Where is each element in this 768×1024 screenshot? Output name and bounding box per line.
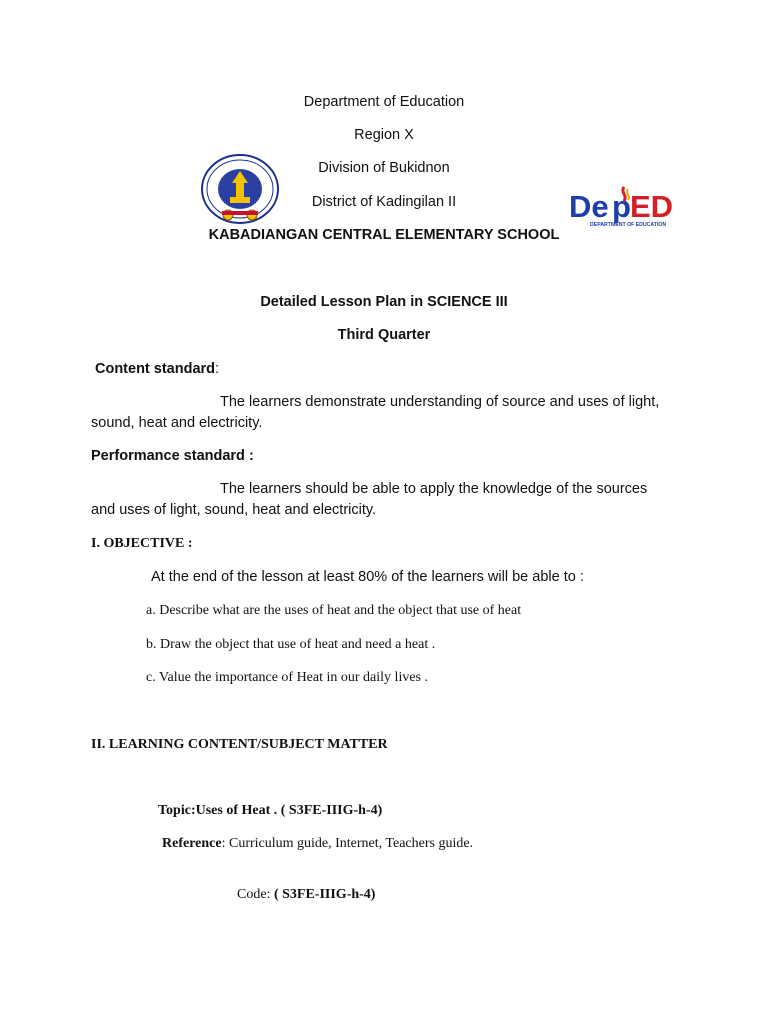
learning-content-heading: II. LEARNING CONTENT/SUBJECT MATTER [91,737,388,752]
objective-item-c: c. Value the importance of Heat in our daily lives . [146,670,428,685]
content-standard-colon: : [215,361,220,377]
header-division: Division of Bukidnon [318,160,450,176]
content-standard-text-2: sound, heat and electricity. [91,415,263,431]
code-value: ( S3FE-IIIG-h-4) [273,887,376,902]
performance-standard-text-1: The learners should be able to apply the knowledge of the sources [220,481,648,497]
code-label: Code: [237,887,274,902]
svg-text:p: p [612,189,631,224]
objective-item-a: a. Describe what are the uses of heat and the object that use of heat [146,603,522,618]
school-name: KABADIANGAN CENTRAL ELEMENTARY SCHOOL [208,227,560,243]
performance-standard-label: Performance standard : [91,448,254,464]
deped-seal-icon [200,153,280,225]
header-region: Region X [354,127,414,143]
content-standard-label: Content standard [95,361,216,377]
objective-heading: I. OBJECTIVE : [91,536,193,551]
header-department: Department of Education [303,94,465,110]
content-standard-heading [95,361,219,377]
reference-text: : Curriculum guide, Internet, Teachers guide. [221,836,474,851]
objective-item-b: b. Draw the object that use of heat and need a heat . [146,637,436,652]
reference-label: Reference [162,836,222,851]
content-standard-text-1: The learners demonstrate understanding of source and uses of light, [220,394,660,410]
svg-text:De: De [569,189,609,224]
lesson-plan-title: Detailed Lesson Plan in SCIENCE III [260,294,508,310]
code-line [230,871,375,903]
reference-line [162,836,473,852]
topic-line: Topic:Uses of Heat . ( S3FE-IIIG-h-4) [158,803,383,818]
deped-logo-icon [568,183,688,235]
quarter-title: Third Quarter [337,327,431,343]
header-district: District of Kadingilan II [311,194,457,210]
svg-text:ED: ED [630,189,674,224]
performance-standard-text-2: and uses of light, sound, heat and electricity. [91,502,377,518]
objective-intro: At the end of the lesson at least 80% of the learners will be able to : [151,569,584,585]
svg-text:DEPARTMENT OF EDUCATION: DEPARTMENT OF EDUCATION [590,222,667,228]
